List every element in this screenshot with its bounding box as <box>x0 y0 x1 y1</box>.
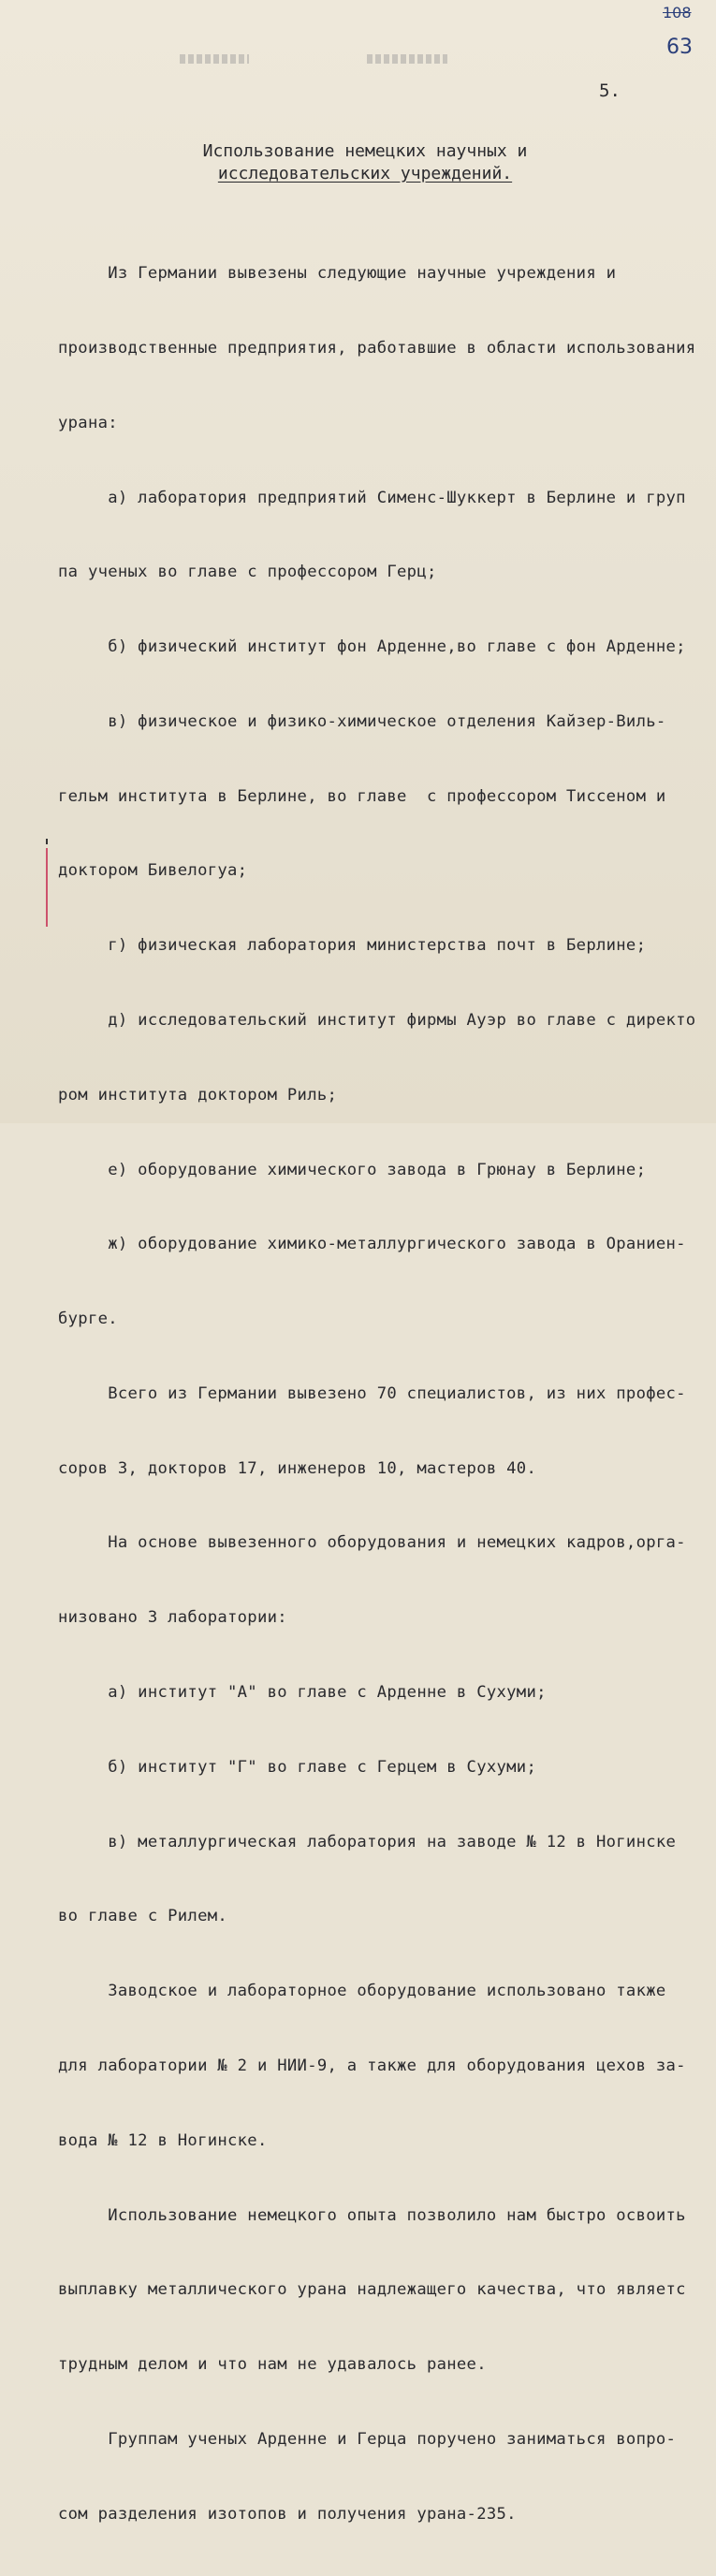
text-line: сом разделения изотопов и получения урана-235. <box>58 2504 517 2524</box>
text-line: Группам ученых Арденне и Герца поручено заниматься вопро- <box>58 2429 677 2449</box>
text-line: соров 3, докторов 17, инженеров 10, мастеров 40. <box>58 1458 537 1478</box>
text-line: На основе вывезенного оборудования и немецких кадров,орга- <box>58 1533 686 1553</box>
text-line: а) лаборатория предприятий Сименс-Шуккерт в Берлине и груп <box>58 488 686 507</box>
text-line: Всего из Германии вывезено 70 специалистов, из них профес- <box>58 1383 686 1403</box>
text-line: Из Германии вывезены следующие научные учреждения и <box>58 264 617 284</box>
text-line: урана: <box>58 413 118 432</box>
faded-stamp-right <box>367 54 447 64</box>
text-line: Использование немецкого опыта позволило нам быстро освоить <box>58 2205 686 2225</box>
text-line: Заводское и лабораторное оборудование использовано также <box>58 1982 666 2001</box>
archive-sheet-number: 63 <box>666 36 693 59</box>
text-line: трудным делом и что нам не удавалось ранее. <box>58 2355 487 2375</box>
text-line: б) физический институт фон Арденне,во главе с фон Арденне; <box>58 637 686 657</box>
text-line: производственные предприятия, работавшие в области использования <box>58 338 696 358</box>
text-line: гельм института в Берлине, во главе с профессором Тиссеном и <box>58 786 666 806</box>
text-line: бурге. <box>58 1310 118 1329</box>
page-number: 5. <box>599 80 621 101</box>
text-line: для лаборатории № 2 и НИИ-9, а также для оборудования цехов за- <box>58 2056 686 2075</box>
text-line: низовано 3 лаборатории: <box>58 1608 287 1628</box>
text-line: ром института доктором Риль; <box>58 1085 338 1105</box>
faded-stamp-left <box>180 54 249 64</box>
section-heading <box>187 140 543 185</box>
text-line: па ученых во главе с профессором Герц; <box>58 563 437 582</box>
heading-line-1: Использование немецких научных и <box>202 141 528 161</box>
text-line: в) металлургическая лаборатория на заводе № 12 в Ногинске <box>58 1832 677 1852</box>
text-line: доктором Бивелогуа; <box>58 861 248 881</box>
text-line: е) оборудование химического завода в Грюнау в Берлине; <box>58 1160 647 1179</box>
text-line: б) институт "Г" во главе с Герцем в Сухуми; <box>58 1757 537 1777</box>
text-line: а) институт "А" во главе с Арденне в Сухуми; <box>58 1683 547 1703</box>
text-line: выплавку металлического урана надлежащего качества, что являетс <box>58 2280 686 2300</box>
text-line: во главе с Рилем. <box>58 1907 228 1926</box>
text-line: вода № 12 в Ногинске. <box>58 2130 268 2150</box>
text-line: в) физическое и физико-химическое отделения Кайзер-Виль- <box>58 711 666 731</box>
heading-line-2: исследовательских учреждений. <box>217 164 513 183</box>
margin-red-pencil-mark <box>46 848 48 927</box>
archive-sheet-mark: 108 <box>663 4 692 22</box>
text-line: ж) оборудование химико-металлургического завода в Ораниен- <box>58 1235 686 1254</box>
text-line: г) физическая лаборатория министерства почт в Берлине; <box>58 936 647 956</box>
margin-tick-mark <box>46 839 48 844</box>
text-line: д) исследовательский институт фирмы Ауэр во главе с директо <box>58 1011 696 1030</box>
body-text <box>58 212 696 2576</box>
